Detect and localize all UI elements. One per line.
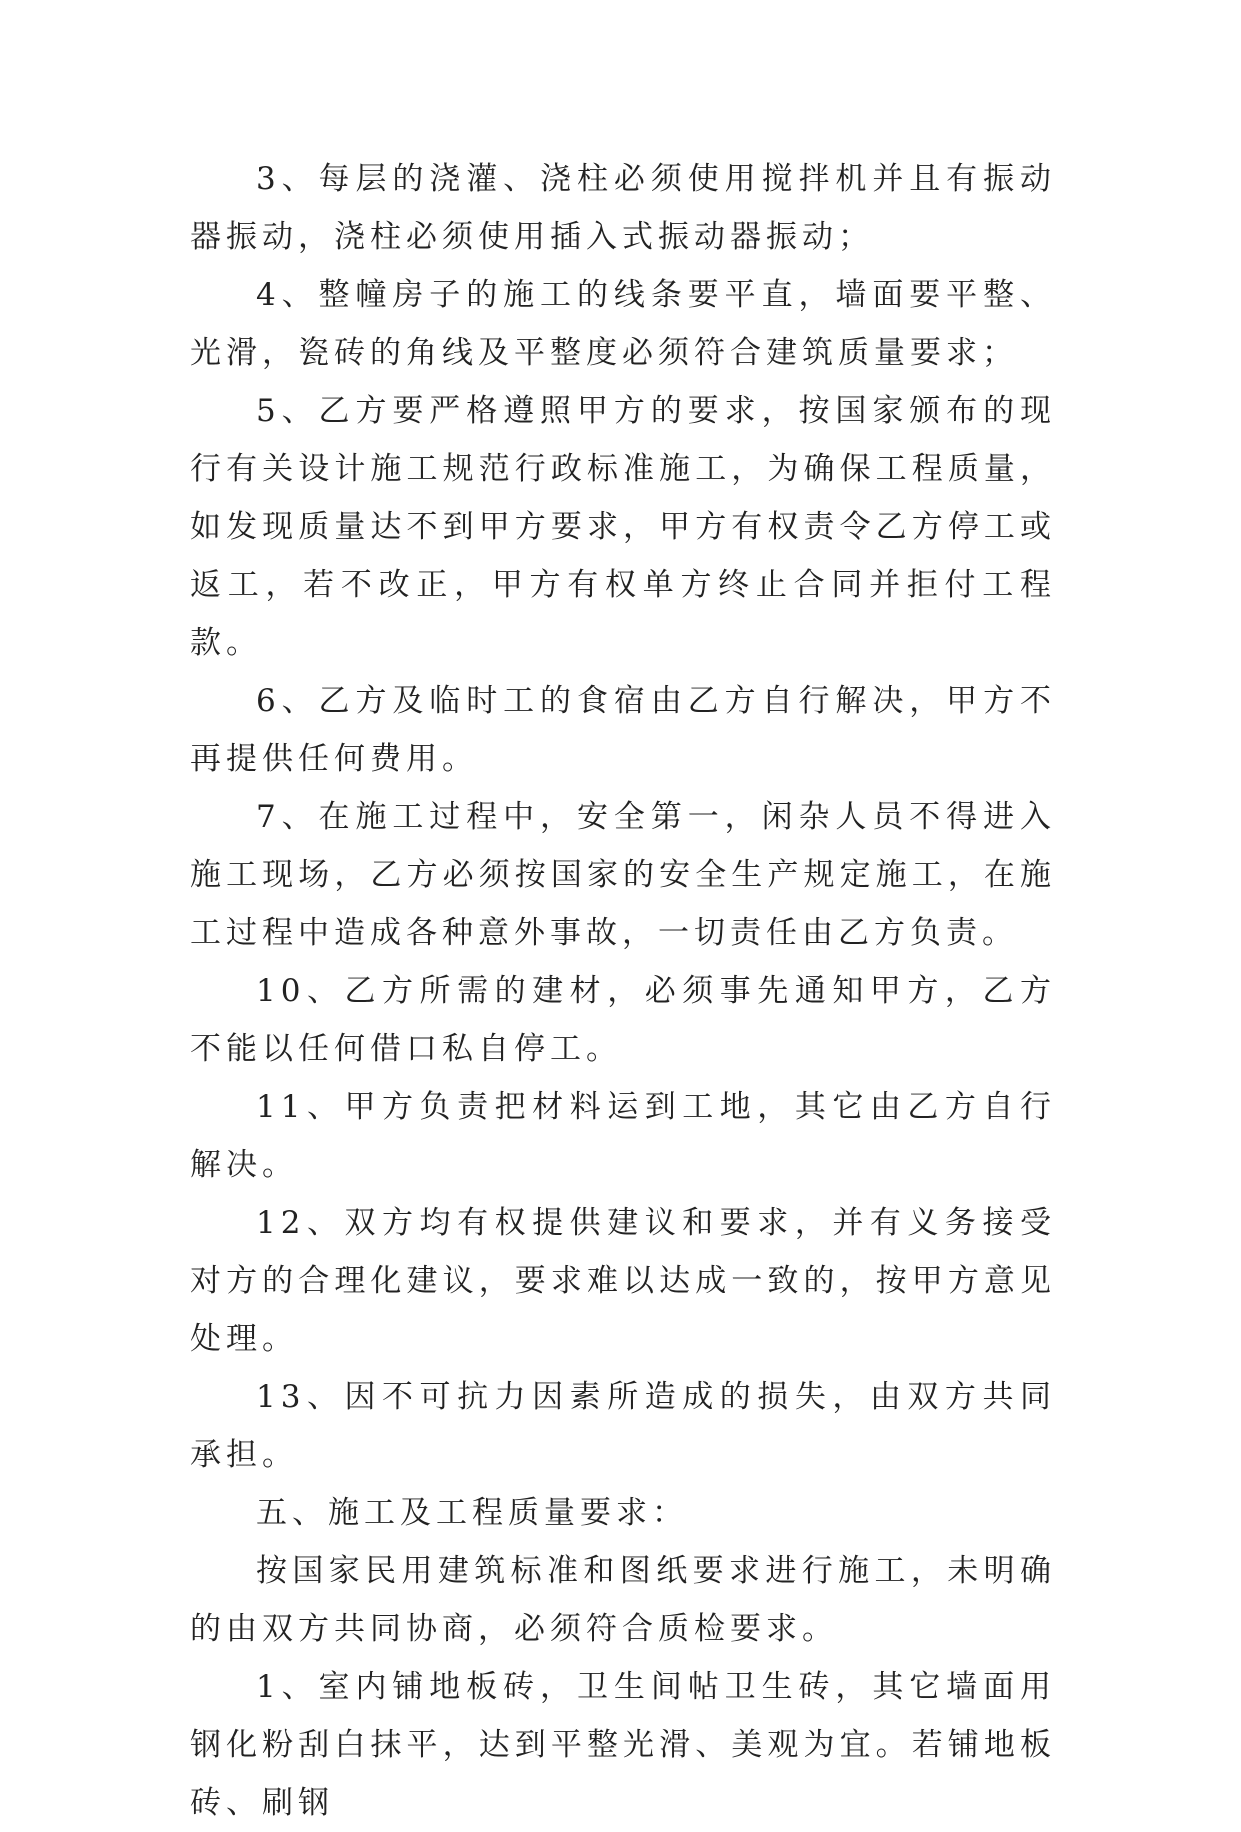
paragraph-clause-10: 10、乙方所需的建材，必须事先通知甲方，乙方不能以任何借口私自停工。 [190, 973, 1056, 1067]
paragraph-clause-4: 4、整幢房子的施工的线条要平直，墙面要平整、光滑，瓷砖的角线及平整度必须符合建筑质量要求； [190, 277, 1056, 371]
paragraph-clause-6: 6、乙方及临时工的食宿由乙方自行解决，甲方不再提供任何费用。 [190, 683, 1056, 777]
paragraph-clause-11: 11、甲方负责把材料运到工地，其它由乙方自行解决。 [190, 1089, 1056, 1183]
paragraph-clause-12: 12、双方均有权提供建议和要求，并有义务接受对方的合理化建议，要求难以达成一致的，按甲方意见处理。 [190, 1205, 1056, 1357]
document-body [190, 150, 1056, 1832]
paragraph-quality-1: 1、室内铺地板砖，卫生间帖卫生砖，其它墙面用钢化粉刮白抹平，达到平整光滑、美观为宜。若铺地板砖、刷钢 [190, 1669, 1056, 1821]
paragraph-clause-3: 3、每层的浇灌、浇柱必须使用搅拌机并且有振动器振动，浇柱必须使用插入式振动器振动； [190, 161, 1056, 255]
paragraph-clause-7: 7、在施工过程中，安全第一，闲杂人员不得进入施工现场，乙方必须按国家的安全生产规定施工，在施工过程中造成各种意外事故，一切责任由乙方负责。 [190, 799, 1056, 951]
section-heading-quality: 五、施工及工程质量要求： [256, 1495, 688, 1531]
paragraph-quality-intro: 按国家民用建筑标准和图纸要求进行施工，未明确的由双方共同协商，必须符合质检要求。 [190, 1553, 1056, 1647]
paragraph-clause-13: 13、因不可抗力因素所造成的损失，由双方共同承担。 [190, 1379, 1056, 1473]
paragraph-clause-5: 5、乙方要严格遵照甲方的要求，按国家颁布的现行有关设计施工规范行政标准施工，为确保工程质量，如发现质量达不到甲方要求，甲方有权责令乙方停工或返工，若不改正，甲方有权单方终止合同并拒付工程款。 [190, 393, 1056, 661]
